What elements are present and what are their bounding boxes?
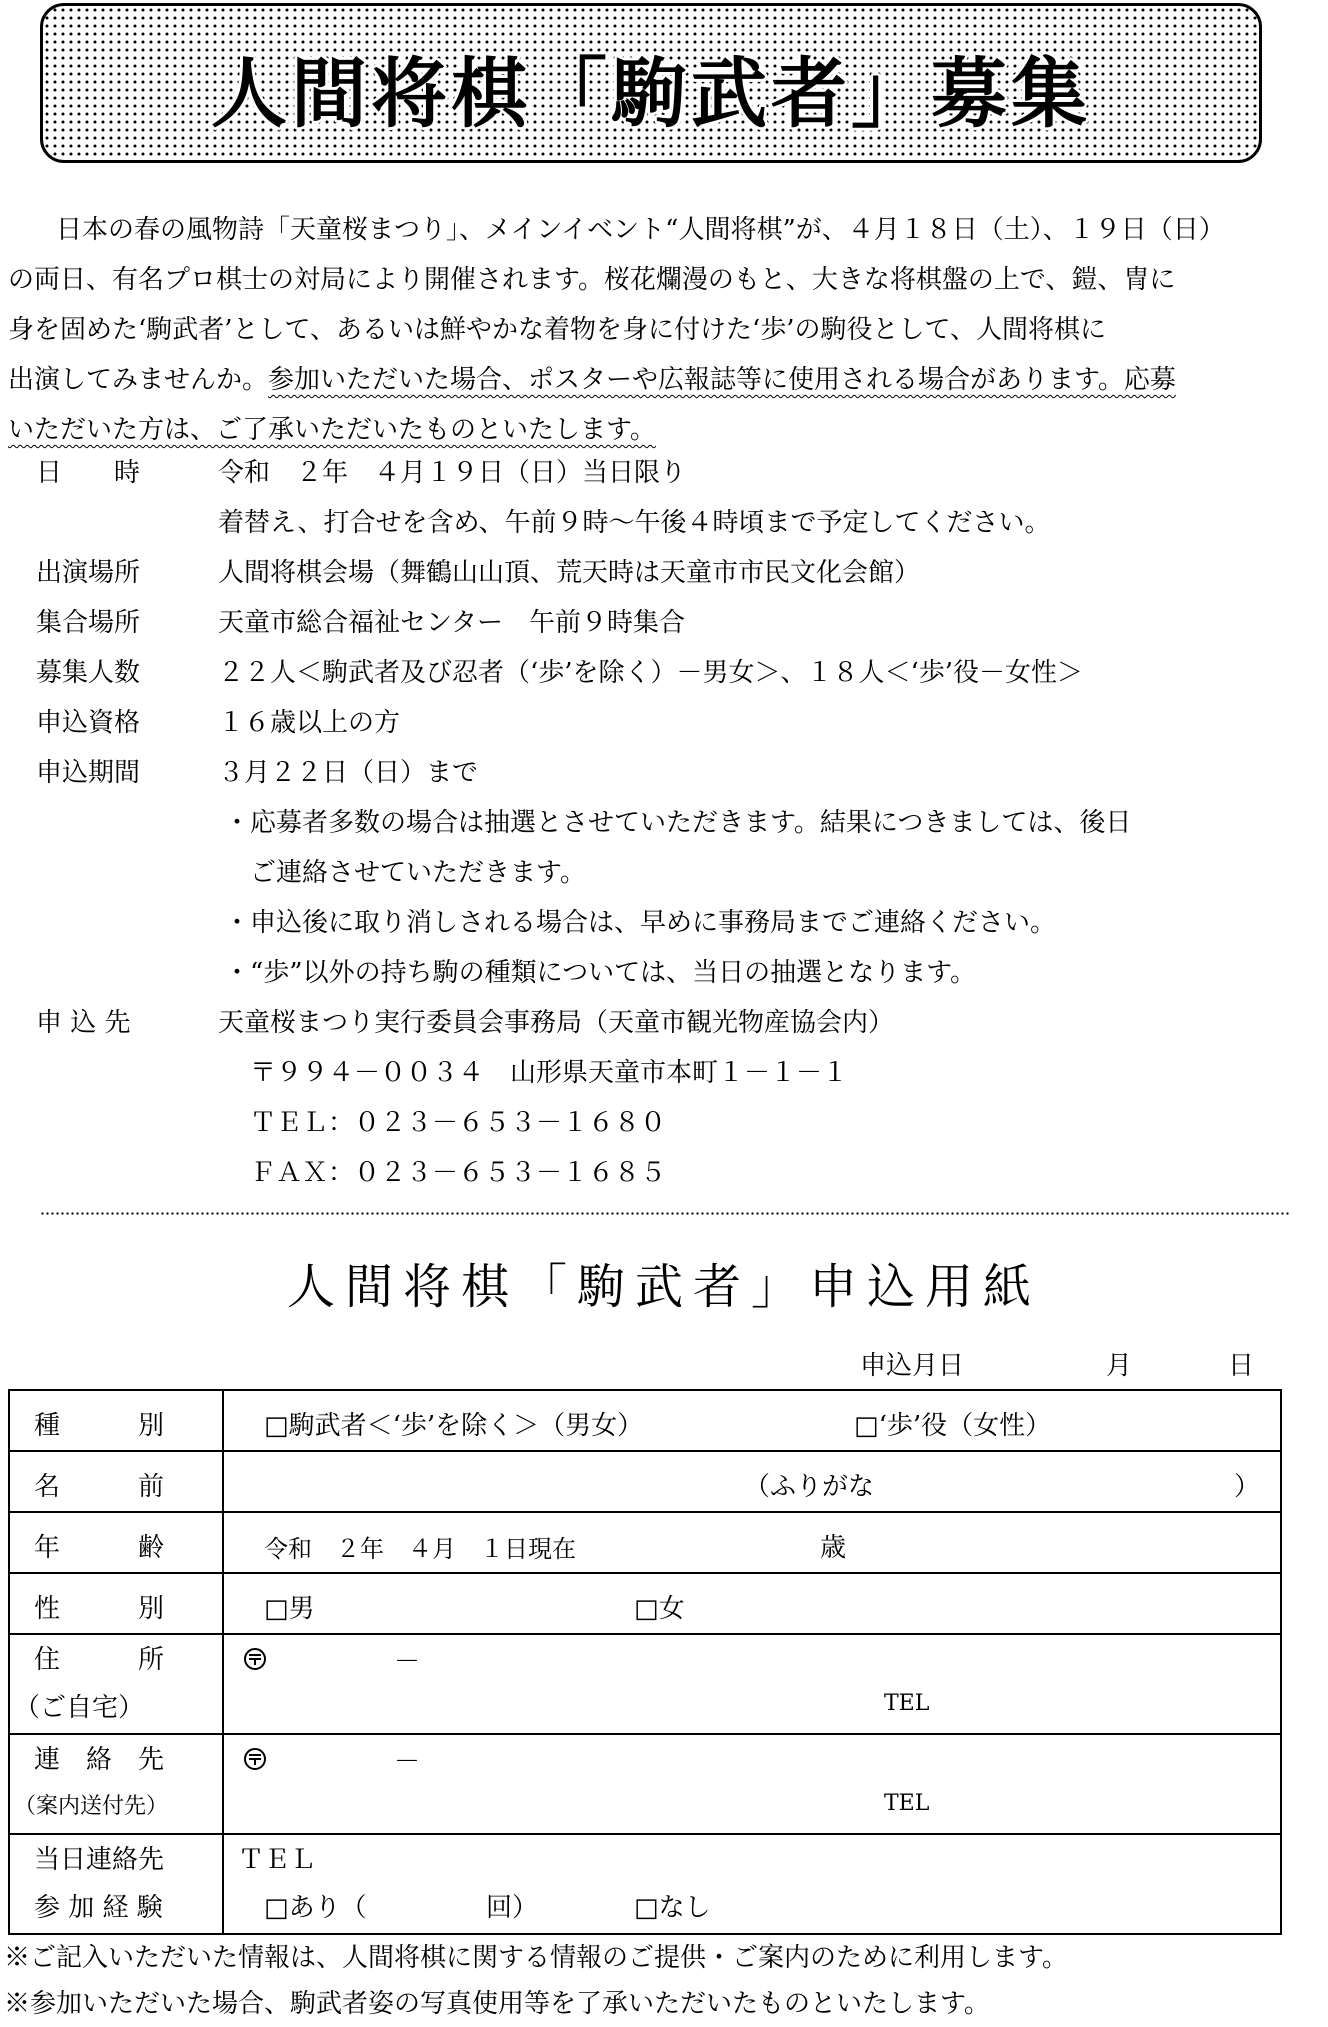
form-row-type	[9, 1390, 1281, 1451]
detail-label: 申 込 先	[36, 1008, 131, 1038]
form-row-label: 連 絡 先 （案内送付先）	[9, 1734, 223, 1834]
furigana-label: （ふりがな	[744, 1472, 875, 1502]
postal-mark-icon	[240, 1747, 270, 1771]
detail-label: 募集人数	[36, 658, 141, 688]
title-banner	[40, 3, 1262, 163]
detail-period	[0, 748, 1300, 798]
form-row-contact-address	[9, 1734, 1281, 1834]
detail-meeting	[0, 598, 1300, 648]
day-tel-label: ＴＥＬ	[238, 1845, 317, 1875]
form-row-day-contact	[9, 1834, 1281, 1934]
sex-male-checkbox[interactable]: □男	[264, 1594, 315, 1624]
detail-date-note	[0, 498, 1300, 548]
footnote: ※ご記入いただいた情報は、人間将棋に関する情報のご提供・ご案内のために利用します。	[4, 1943, 1068, 1973]
form-title: 人間将棋「駒武者」申込用紙	[286, 1259, 1041, 1315]
detail-note: ・応募者多数の場合は抽選とさせていただきます。結果につきましては、後日	[224, 808, 1132, 838]
form-row-home-address	[9, 1634, 1281, 1734]
detail-value: 令和 ２年 ４月１９日（日）当日限り	[218, 458, 687, 488]
name-field[interactable]	[223, 1451, 1281, 1512]
postal-dash: －	[394, 1647, 421, 1677]
application-day-label: 日	[1228, 1351, 1255, 1381]
furigana-close: ）	[1234, 1472, 1261, 1502]
cut-line	[40, 1212, 1290, 1215]
type-option-pawn[interactable]: □‘歩’役（女性）	[854, 1411, 1052, 1441]
form-row-sex	[9, 1573, 1281, 1634]
experience-times-label: 回）	[486, 1893, 539, 1923]
detail-value: １６歳以上の方	[218, 708, 401, 738]
intro-line	[8, 355, 1176, 405]
experience-no-checkbox[interactable]: □なし	[634, 1893, 711, 1923]
form-row-label: 名 前	[9, 1451, 223, 1512]
experience-yes-checkbox[interactable]: □あり（	[264, 1893, 367, 1923]
application-month-label: 月	[1106, 1351, 1133, 1381]
postal-mark-icon	[240, 1647, 270, 1671]
form-row-name	[9, 1451, 1281, 1512]
detail-note: ・“歩”以外の持ち駒の種類については、当日の抽選となります。	[224, 958, 976, 988]
type-field[interactable]	[223, 1390, 1281, 1451]
intro-line: 身を固めた‘駒武者’として、あるいは鮮やかな着物を身に付けた‘歩’の駒役として、人間将棋に	[8, 315, 1107, 345]
detail-label: 申込資格	[36, 708, 141, 738]
detail-label: 集合場所	[36, 608, 141, 638]
detail-label: 日 時	[36, 458, 141, 488]
form-row-label: 住 所 （ご自宅）	[9, 1634, 223, 1734]
page-title: 人間将棋「駒武者」募集	[211, 49, 1091, 138]
detail-apply	[0, 998, 1300, 1048]
detail-value: 人間将棋会場（舞鶴山山頂、荒天時は天童市市民文化会館）	[218, 558, 921, 588]
form-row-label: 種 別	[9, 1390, 223, 1451]
home-tel-label: TEL	[884, 1691, 930, 1716]
sex-female-checkbox[interactable]: □女	[634, 1594, 685, 1624]
form-row-age	[9, 1512, 1281, 1573]
footnote: ※参加いただいた場合、駒武者姿の写真使用等を了承いただいたものといたします。	[4, 1989, 990, 2019]
detail-count	[0, 648, 1300, 698]
contact-tel: ＴＥＬ：０２３－６５３－１６８０	[250, 1108, 667, 1138]
detail-venue	[0, 548, 1300, 598]
detail-qualification	[0, 698, 1300, 748]
intro-underlined-text: 参加いただいた場合、ポスターや広報誌等に使用される場合があります。応募	[268, 365, 1176, 395]
detail-value: 着替え、打合せを含め、午前９時～午後４時頃まで予定してください。	[218, 508, 1051, 538]
detail-value: ３月２２日（日）まで	[218, 758, 479, 788]
detail-value: ２２人＜駒武者及び忍者（‘歩’を除く）－男女＞、１８人＜‘歩’役－女性＞	[218, 658, 1084, 688]
application-form-table	[8, 1389, 1282, 1935]
age-field[interactable]	[223, 1512, 1281, 1573]
age-unit: 歳	[820, 1533, 847, 1563]
intro-line: の両日、有名プロ棋士の対局により開催されます。桜花爛漫のもと、大きな将棋盤の上で、鎧、冑に	[8, 265, 1176, 295]
contact-address-field[interactable]	[223, 1734, 1281, 1834]
sex-field	[223, 1573, 1281, 1634]
intro-underlined-text: いただいた方は、ご了承いただいたものといたします。	[8, 415, 656, 445]
form-row-label: 当日連絡先 参 加 経 験	[9, 1834, 223, 1934]
home-address-field[interactable]	[223, 1634, 1281, 1734]
postal-address: 〒９９４－００３４ 山形県天童市本町１－１－１	[250, 1058, 849, 1088]
intro-line: 日本の春の風物詩「天童桜まつり」、メインイベント“人間将棋”が、４月１８日（土）、１９日（日）	[30, 215, 1225, 245]
contact-tel-label: TEL	[884, 1791, 930, 1816]
postal-dash: －	[394, 1747, 421, 1777]
form-row-label: 性 別	[9, 1573, 223, 1634]
contact-fax: ＦＡＸ：０２３－６５３－１６８５	[250, 1158, 667, 1188]
form-row-label: 年 齢	[9, 1512, 223, 1573]
type-option-warrior[interactable]: □駒武者＜‘歩’を除く＞（男女）	[264, 1411, 644, 1441]
age-as-of-text: 令和 ２年 ４月 １日現在	[264, 1535, 576, 1563]
detail-label: 出演場所	[36, 558, 141, 588]
detail-label: 申込期間	[36, 758, 141, 788]
application-date-label: 申込月日	[860, 1351, 965, 1381]
day-contact-experience-field[interactable]	[223, 1834, 1281, 1934]
detail-value: 天童桜まつり実行委員会事務局（天童市観光物産協会内）	[218, 1008, 895, 1038]
detail-value: 天童市総合福祉センター 午前９時集合	[218, 608, 685, 638]
detail-date	[0, 448, 1300, 498]
detail-note: ・申込後に取り消しされる場合は、早めに事務局までご連絡ください。	[224, 908, 1057, 938]
detail-note: ご連絡させていただきます。	[250, 858, 586, 888]
intro-text: 出演してみませんか。	[8, 365, 269, 395]
